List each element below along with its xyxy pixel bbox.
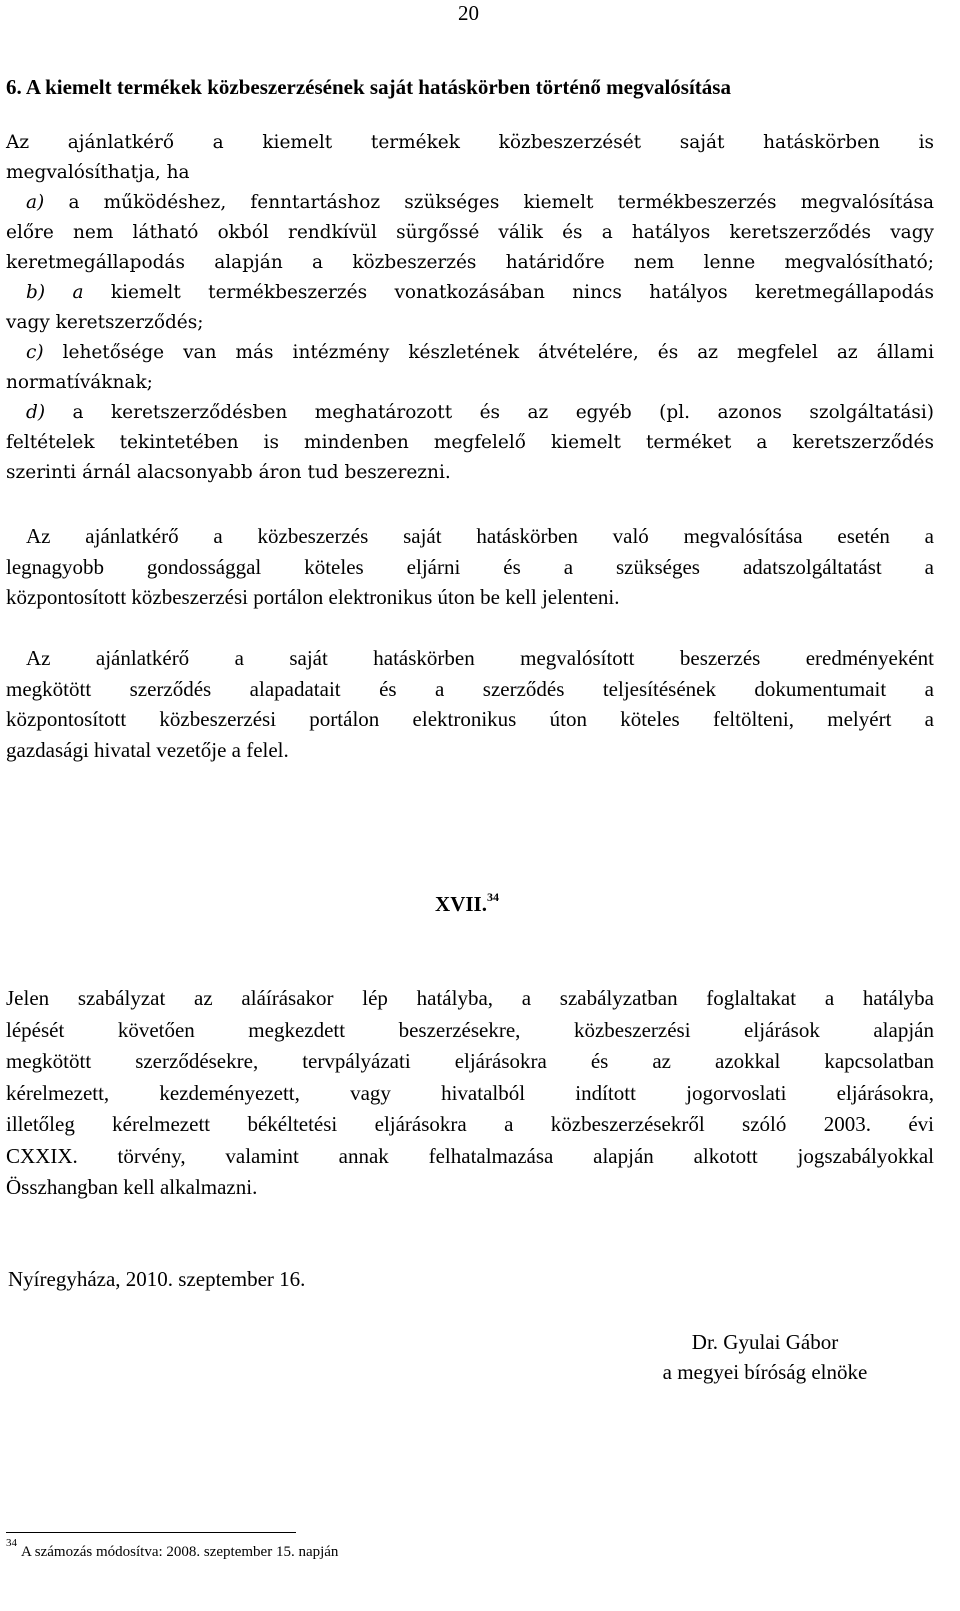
page-number: 20 — [458, 1, 479, 25]
text-line: kérelmezett, kezdeményezett, vagy hivatalból indított jogorvoslati eljárásokra, — [6, 1080, 934, 1105]
signatory-name: Dr. Gyulai Gábor — [691, 1330, 839, 1354]
text-line: legnagyobb gondossággal köteles eljárni és a szükséges adatszolgáltatást a — [6, 554, 934, 579]
footnote-divider — [6, 1532, 296, 1533]
item-label: a) — [26, 192, 45, 213]
text-line: Jelen szabályzat az aláírásakor lép hatályba, a szabályzatban foglaltakat a hatályba — [6, 986, 934, 1010]
text-line: megvalósíthatja, ha — [6, 162, 190, 183]
text-line: keretmegállapodás alapján a közbeszerzés határidőre nem lenne megvalósítható; — [6, 252, 934, 273]
list-item-d — [6, 398, 934, 428]
footnote — [6, 1537, 339, 1561]
text-line: előre nem látható okból rendkívül sürgőssé válik és a hatályos keretszerződés vagy — [6, 222, 934, 243]
item-label: d) — [26, 402, 46, 423]
list-item-a — [6, 188, 934, 218]
date-place: Nyíregyháza, 2010. szeptember 16. — [8, 1267, 306, 1291]
section-heading: 6. A kiemelt termékek közbeszerzésének saját hatáskörben történő megvalósítása — [6, 75, 731, 99]
text-line: szerinti árnál alacsonyabb áron tud beszerezni. — [6, 462, 451, 483]
footnote-text: A számozás módosítva: 2008. szeptember 15. napján — [21, 1544, 339, 1560]
text-line: megkötött szerződés alapadatait és a szerződés teljesítésének dokumentumait a — [6, 676, 934, 701]
footnote-number: 34 — [6, 1537, 17, 1549]
chapter-title — [0, 892, 934, 917]
list-item-c — [6, 338, 934, 368]
footnote-reference: 34 — [486, 890, 499, 904]
signature-block — [610, 1327, 920, 1387]
item-label: c) — [26, 342, 44, 363]
item-text: a működéshez, fenntartáshoz szükséges kiemelt termékbeszerzés megvalósítása — [68, 192, 934, 213]
text-line: központosított közbeszerzési portálon elektronikus úton be kell jelenteni. — [6, 585, 620, 609]
text-line: megkötött szerződésekre, tervpályázati eljárásokra és az azokkal kapcsolatban — [6, 1049, 934, 1073]
item-label: b) a — [26, 282, 84, 303]
signatory-title: a megyei bíróság elnöke — [662, 1360, 868, 1384]
text-line: lépését követően megkezdett beszerzésekre, közbeszerzési eljárások alapján — [6, 1017, 934, 1042]
text-line: vagy keretszerződés; — [6, 312, 204, 333]
paragraph-upload — [6, 643, 934, 765]
text-line: illetőleg kérelmezett békéltetési eljárásokra a közbeszerzésekről szóló 2003. évi — [6, 1112, 934, 1136]
paragraph-reporting — [6, 521, 934, 613]
paragraph-effective-date — [6, 983, 934, 1204]
item-text: a keretszerződésben meghatározott és az egyéb (pl. azonos szolgáltatási) — [72, 402, 934, 423]
item-text: kiemelt termékbeszerzés vonatkozásában nincs hatályos keretmegállapodás — [110, 282, 934, 303]
text-line: központosított közbeszerzési portálon elektronikus úton köteles feltölteni, melyért a — [6, 707, 934, 731]
text-line: Az ajánlatkérő a közbeszerzés saját hatáskörben való megvalósítása esetén a — [26, 524, 934, 548]
text-line: feltételek tekintetében is mindenben megfelelő kiemelt terméket a keretszerződés — [6, 432, 934, 453]
text-line: CXXIX. törvény, valamint annak felhatalmazása alapján alkotott jogszabályokkal — [6, 1143, 934, 1168]
text-line: Az ajánlatkérő a saját hatáskörben megvalósított beszerzés eredményeként — [26, 646, 934, 670]
list-item-b — [6, 278, 934, 308]
text-line: gazdasági hivatal vezetője a felel. — [6, 737, 289, 762]
text-line: normatíváknak; — [6, 372, 153, 393]
text-line: Az ajánlatkérő a kiemelt termékek közbeszerzését saját hatáskörben is — [6, 132, 934, 153]
text-line: Összhangban kell alkalmazni. — [6, 1175, 258, 1199]
item-text: lehetősége van más intézmény készletének átvételére, és az megfelel az állami — [62, 342, 934, 363]
paragraph-conditions — [6, 128, 934, 488]
chapter-number: XVII. — [435, 892, 487, 916]
